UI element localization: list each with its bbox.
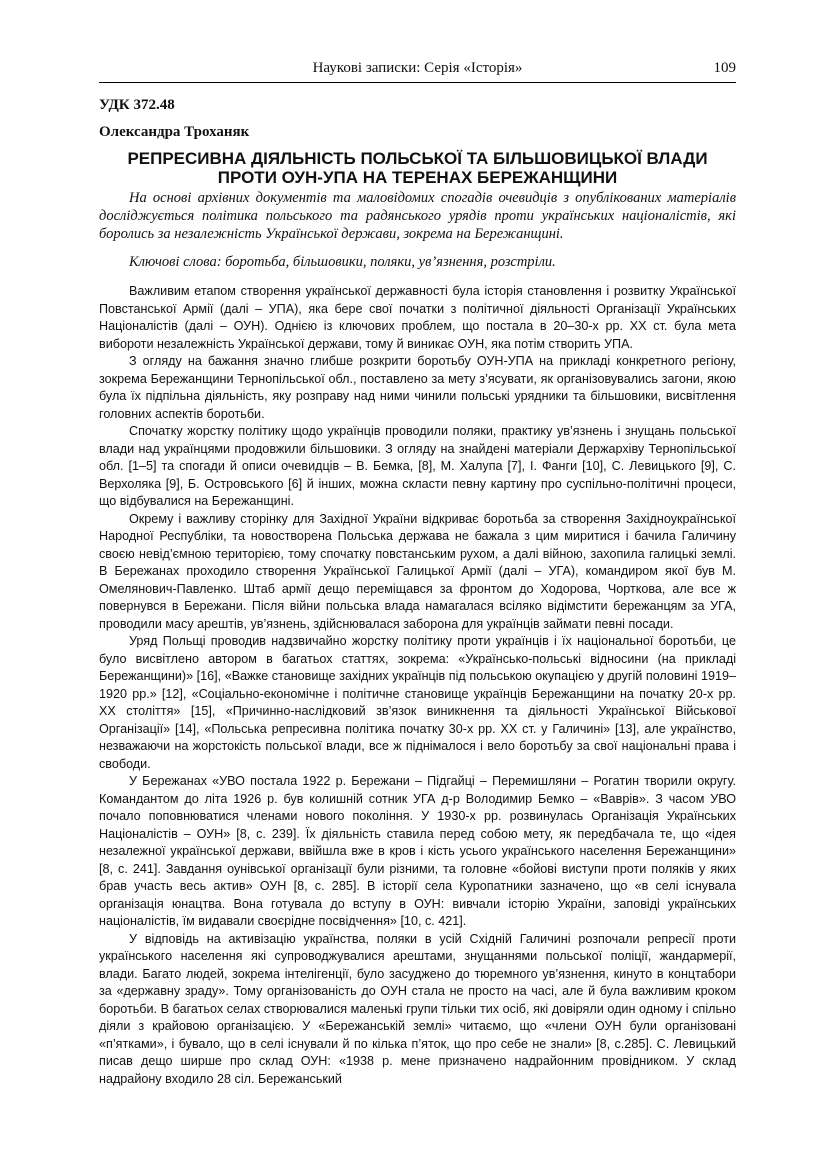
body-paragraph: У Бережанах «УВО постала 1922 р. Бережани – Підгайці – Перемишляни – Рогатин творили округу. Командантом до літа 1926 р. був колишній сотник УГА д-р Володимир Бемко – «Ваврів». З часом УВО почало поповнюватися членами нового покоління. У 1930-х рр. розвинулась Організація Українських Націоналістів – ОУН» [8, с. 239]. Їх діяльність ставила перед собою мету, як передбачала те, що «ідея незалежної української держави, ввійшла вже в кров і кість усього українського населення Бережанщини» [8, с. 241]. Завдання оунівської організації були різними, та головне «бойові виступи проти поляків у яких брав участь весь актив» ОУН [8, с. 285]. В історії села Куропатники зазначено, що «в селі існувала організація юнацтва. Вона готувала до вступу в ОУН: вивчали історію України, заповіді українських націоналістів, їм видавали своєрідне посвідчення» [10, с. 421].: [99, 774, 736, 928]
article-body: [99, 283, 736, 1088]
page-number: 109: [713, 60, 736, 76]
title-line: ПРОТИ ОУН-УПА НА ТЕРЕНАХ БЕРЕЖАНЩИНИ: [217, 168, 618, 187]
abstract: На основі архівних документів та маловідомих спогадів очевидців з опублікованих матеріалів досліджується політика польського та радянського урядів проти українських націоналістів, які боролись за незалежність Української держави, зокрема на Бережанщині.: [99, 190, 736, 242]
body-paragraph: Важливим етапом створення української державності була історія становлення і розвитку Української Повстанської Армії (далі – УПА), яка бере свої початки з політичної діяльності Організації Українських Націоналістів (далі – ОУН). Однією із ключових проблем, що постала в 20–30-х рр. ХХ ст. була мета вибороти незалежність Української держави, тому й виникає ОУН, яка потім створить УПА.: [99, 284, 736, 351]
article-title: [99, 149, 736, 187]
udk-code: УДК 372.48: [99, 97, 175, 113]
body-paragraph: Уряд Польщі проводив надзвичайно жорстку політику проти українців і їх національної боротьби, це було висвітлено автором в багатьох статтях, зокрема: «Українсько-польські відносини (на прикладі Бережанщини)» [16], «Важке становище західних українців під польською окупацією у другій половині 1919–1920 рр.» [12], «Соціально-економічне і політичне становище українців Бережанщини на початку 20-х рр. ХХ століття» [15], «Причинно-наслідковий зв’язок виникнення та діяльності Української Військової Організації» [14], «Польська репресивна політика початку 30-х рр. ХХ ст. у Галичині» [13], але українство, незважаючи на жорстокість польської влади, все ж піднімалося і вело боротьбу за свої національні права і свободи.: [99, 634, 736, 771]
body-paragraph: Окрему і важливу сторінку для Західної України відкриває боротьба за створення Західноукраїнської Народної Республіки, та новостворена Польська держава не бажала з цим миритися і бачила Галичину своєю невід’ємною територією, тому спочатку повстанським рухом, а далі війною, захопила галицькі землі. В Бережанах проходило створення Української Галицької Армії (далі – УГА), командиром якої був М. Омелянович-Павленко. Штаб армії дещо переміщався за фронтом до Ходорова, Чорткова, але все ж повернувся в Бережани. Після війни польська влада намагалася всіляко відімстити бережанцям за УГА, проводили масу арештів, ув’язнень, здійснювалася заборона для українців займати певні посади.: [99, 511, 736, 631]
keywords: Ключові слова: боротьба, більшовики, поляки, ув’язнення, розстріли.: [129, 254, 556, 270]
body-paragraph: У відповідь на активізацію українства, поляки в усій Східній Галичині розпочали репресії проти українського населення які супроводжувалися арештами, знущаннями польської поліції, жандармерії, влади. Багато людей, зокрема інтелігенції, було засуджено до тюремного ув’язнення, кинуто в концтабори за «державну зраду». Тому організованість до ОУН стала не просто на часі, але й була важливим кроком боротьби. В багатьох селах створювалися маленькі групи тільки тих осіб, які довіряли один одному і спільно діяли з крайовою організацією. У «Бережанській землі» читаємо, що «члени ОУН були організовані «п’ятками», і бувало, що в селі існували й по кілька п’яток, що про себе не знали» [8, с.285]. С. Левицький писав дещо ширше про склад ОУН: «1938 р. мене призначено надрайонним провідником. У склад надрайону входило 28 сіл. Бережанський: [99, 931, 736, 1086]
body-paragraph: З огляду на бажання значно глибше розкрити боротьбу ОУН-УПА на прикладі конкретного регіону, зокрема Бережанщини Тернопільської обл., поставлено за мету з’ясувати, як організовувались загони, якою була їх підпільна діяльність, яку розправу над ними чинили польські урядники та більшовики, висвітлення головних аспектів боротьби.: [99, 354, 736, 421]
author-name: Олександра Троханяк: [99, 124, 250, 140]
journal-page: [99, 56, 736, 1088]
running-header: [99, 56, 736, 83]
journal-title: Наукові записки: Серія «Історія»: [312, 60, 523, 76]
title-line: РЕПРЕСИВНА ДІЯЛЬНІСТЬ ПОЛЬСЬКОЇ ТА БІЛЬШОВИЦЬКОЇ ВЛАДИ: [127, 149, 708, 168]
body-paragraph: Спочатку жорстку політику щодо українців проводили поляки, практику ув’язнень і знущань польської влади над українцями продовжили більшовики. З огляду на знайдені матеріали Держархіву Тернопільської обл. [1–5] та спогади й описи очевидців – В. Бемка, [8], М. Халупа [7], І. Фанги [10], С. Левицького [9], С. Верхоляка [9], Б. Островського [6] й інших, можна скласти певну картину про суспільно-політичні процеси, що відбувалися на Бережанщині.: [99, 424, 736, 508]
